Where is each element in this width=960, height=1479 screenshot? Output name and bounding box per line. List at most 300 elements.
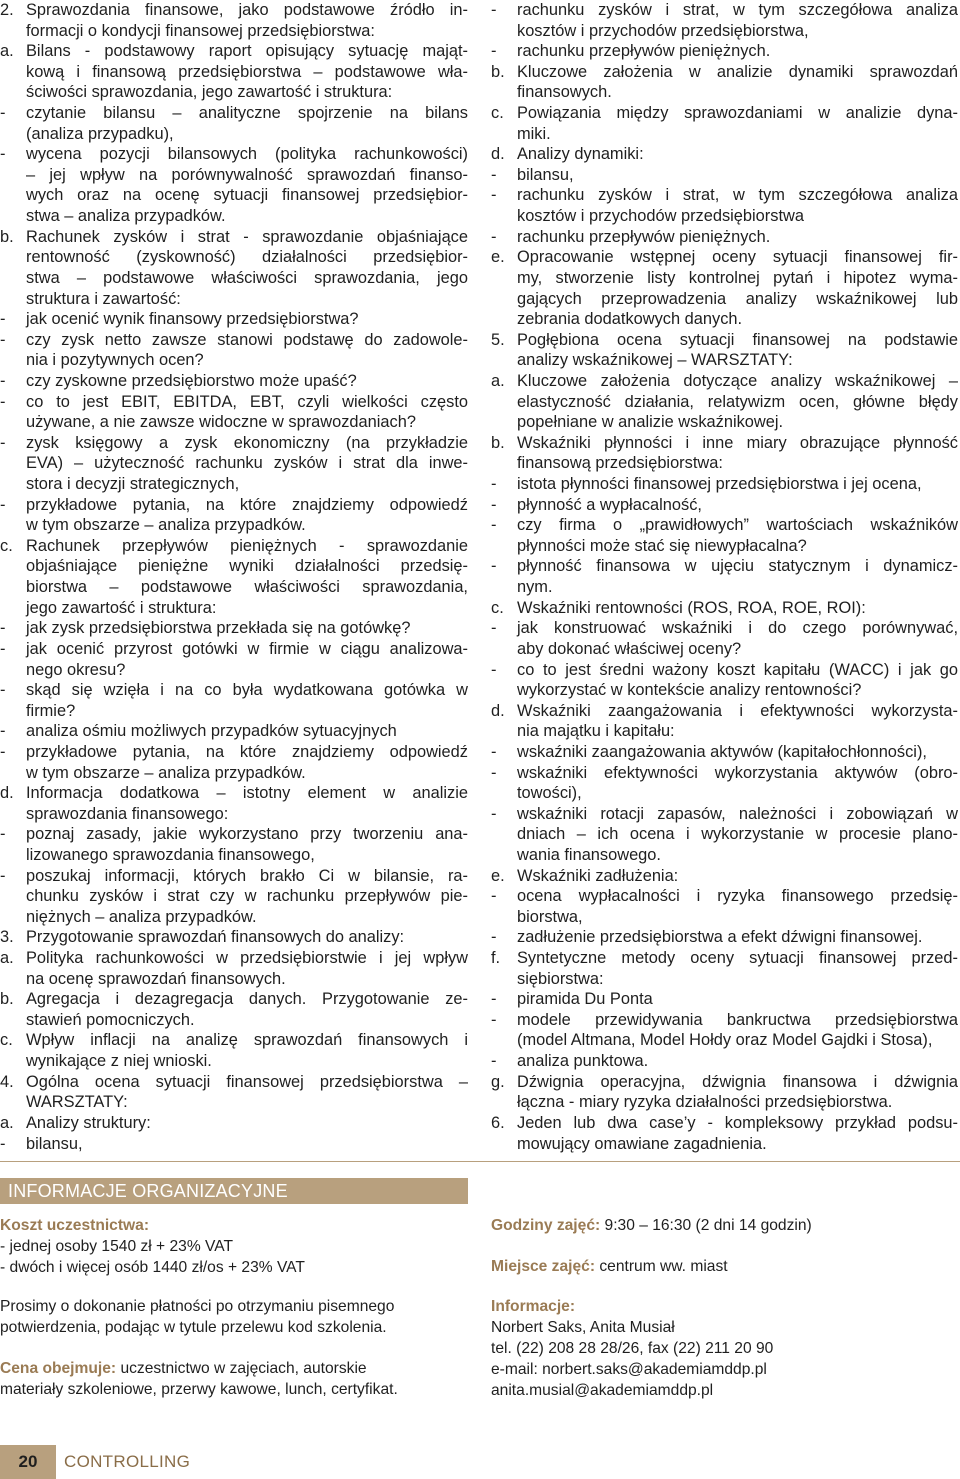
list-marker: - [0, 495, 6, 514]
line-text: istota płynności finansowej przedsiębiorstwa i jej ocena, [517, 475, 922, 494]
right-column-line [491, 124, 958, 145]
right-column-line [491, 907, 958, 928]
left-column-line [0, 62, 468, 83]
line-text: WARSZTATY: [26, 1093, 128, 1112]
line-text: wskaźniki rotacji zapasów, należności i zobowiązań w [517, 804, 958, 823]
list-marker: - [491, 619, 497, 638]
list-marker: - [0, 145, 6, 164]
line-text: rentowność (zyskowność) działalności przedsiębior- [26, 248, 468, 267]
line-text: nym. [517, 578, 553, 597]
line-text: wycena pozycji bilansowych (polityka rachunkowości) [26, 145, 468, 164]
list-marker [491, 1134, 517, 1155]
left-column-line [0, 247, 468, 268]
list-marker: - [491, 928, 497, 947]
list-marker [491, 124, 517, 145]
left-column-line [0, 845, 468, 866]
list-marker [491, 206, 517, 227]
right-column-line [491, 453, 958, 474]
list-marker [0, 350, 26, 371]
list-marker: - [0, 722, 6, 741]
list-marker [491, 1092, 517, 1113]
left-column-line [0, 639, 468, 660]
line-text: Agregacja i dezagregacja danych. Przygotowanie ze- [26, 990, 468, 1009]
line-text: EVA) – użyteczność rachunku zysków i strat dla inwe- [26, 454, 468, 473]
info-label: Informacje: [491, 1298, 576, 1315]
right-column-line [491, 763, 958, 784]
line-text: sprawozdania finansowego: [26, 804, 229, 823]
left-column-line [0, 495, 468, 516]
left-column-line [0, 1072, 468, 1093]
list-marker: - [491, 227, 497, 246]
line-text: rachunku zysków i strat, w tym szczegółowa analiza [517, 186, 958, 205]
list-marker: 4. [0, 1072, 14, 1091]
list-marker [491, 577, 517, 598]
list-marker: a. [0, 949, 14, 968]
line-text: nia majątku i kapitału: [517, 722, 675, 741]
left-column-line [0, 824, 468, 845]
left-column-line [0, 969, 468, 990]
line-text: – jej wpływ na porównywalność sprawozdań finanso- [26, 165, 468, 184]
left-column-line [0, 742, 468, 763]
left-column-line [0, 927, 468, 948]
right-column-line [491, 495, 958, 516]
left-column-line [0, 866, 468, 887]
line-text: (analiza przypadku), [26, 124, 174, 143]
line-text: biorstwa, [517, 907, 583, 926]
left-column-line [0, 948, 468, 969]
list-marker [0, 62, 26, 83]
list-marker [0, 886, 26, 907]
left-column-line [0, 701, 468, 722]
line-text: Wskaźniki zaangażowania i efektywności wykorzysta- [517, 701, 958, 720]
left-column-line [0, 680, 468, 701]
list-marker: b. [0, 227, 14, 246]
right-column-line [491, 660, 958, 681]
list-marker: - [0, 392, 6, 411]
line-text: bilansu, [517, 165, 574, 184]
includes-label: Cena obejmuje: [0, 1360, 117, 1377]
list-marker: - [0, 371, 6, 390]
list-marker: - [0, 639, 6, 658]
right-column-line [491, 804, 958, 825]
contact-block [491, 1296, 960, 1401]
right-column-line [491, 1030, 958, 1051]
left-column-line [0, 1051, 468, 1072]
line-text: stwa – analiza przypadków. [26, 207, 226, 226]
hours-label: Godziny zajęć: [491, 1217, 601, 1234]
line-text: stwa – podstawowe właściwości sprawozdania, jego [26, 268, 468, 287]
list-marker [0, 1051, 26, 1072]
payment-line: Prosimy o dokonanie płatności po otrzymaniu pisemnego [0, 1298, 395, 1315]
cost-line-single: - jednej osoby 1540 zł + 23% VAT [0, 1238, 234, 1255]
list-marker: - [0, 433, 6, 452]
contact-email[interactable]: anita.musial@akademiamddp.pl [491, 1382, 714, 1399]
left-column-line [0, 618, 468, 639]
left-column-line [0, 0, 468, 21]
list-marker [0, 1092, 26, 1113]
left-column-line [0, 1092, 468, 1113]
line-text: Bilans - podstawowy raport opisujący sytuację mająt- [26, 42, 468, 61]
list-marker [491, 1030, 517, 1051]
line-text: piramida Du Ponta [517, 990, 653, 1009]
line-text: Rachunek przepływów pieniężnych - sprawozdanie [26, 536, 468, 555]
list-marker [0, 515, 26, 536]
left-column-line [0, 289, 468, 310]
hours-value: 9:30 – 16:30 (2 dni 14 godzin) [600, 1217, 812, 1234]
list-marker [0, 701, 26, 722]
line-text: modele przewidywania bankructwa przedsiębiorstwa [517, 1010, 958, 1029]
list-marker: c. [491, 104, 504, 123]
line-text: Ogólna ocena sytuacji finansowej przedsiębiorstwa – [26, 1072, 468, 1091]
left-column-line [0, 1113, 468, 1134]
list-marker: - [0, 330, 6, 349]
line-text: Kluczowe założenia dotyczące analizy wskaźnikowej – [517, 371, 958, 390]
list-marker: b. [491, 433, 505, 452]
line-text: popełniane w analizie wskaźnikowej. [517, 413, 784, 432]
list-marker: d. [491, 145, 505, 164]
line-text: kosztów i przychodów przedsiębiorstwa [517, 207, 804, 226]
left-column-line [0, 660, 468, 681]
list-marker: b. [491, 62, 505, 81]
list-marker [0, 660, 26, 681]
line-text: jak konstruować wskaźniki i do czego porównywać, [517, 619, 958, 638]
right-column-line [491, 639, 958, 660]
list-marker [491, 82, 517, 103]
line-text: nego okresu? [26, 660, 126, 679]
contact-email[interactable]: e-mail: norbert.saks@akademiamddp.pl [491, 1361, 767, 1378]
left-column-line [0, 907, 468, 928]
line-text: Analizy struktury: [26, 1113, 151, 1132]
right-column-line [491, 969, 958, 990]
list-marker [0, 556, 26, 577]
org-section-header: INFORMACJE ORGANIZACYJNE [0, 1178, 468, 1204]
right-column-line [491, 1134, 958, 1155]
left-column-line [0, 1030, 468, 1051]
list-marker: e. [491, 866, 505, 885]
list-marker [0, 124, 26, 145]
right-column-line [491, 1072, 958, 1093]
right-column-line [491, 289, 958, 310]
list-marker [491, 907, 517, 928]
left-column [0, 0, 468, 1154]
list-marker: - [0, 825, 6, 844]
line-text: na ocenę sprawozdań finansowych. [26, 969, 286, 988]
left-column-line [0, 185, 468, 206]
right-column-line [491, 268, 958, 289]
list-marker [491, 639, 517, 660]
list-marker [0, 845, 26, 866]
list-marker: 2. [0, 1, 14, 19]
line-text: Kluczowe założenia w analizie dynamiki sprawozdań [517, 62, 958, 81]
left-column-line [0, 474, 468, 495]
line-text: wskaźniki zaangażowania aktywów (kapitałochłonności), [517, 742, 927, 761]
list-marker: - [0, 866, 6, 885]
right-column-line [491, 1051, 958, 1072]
list-marker: - [491, 990, 497, 1009]
line-text: analizy wskaźnikowej – WARSZTATY: [517, 351, 793, 370]
line-text: poszukaj informacji, których brakło Ci w bilansie, ra- [26, 866, 468, 885]
left-column-line [0, 536, 468, 557]
list-marker [0, 185, 26, 206]
line-text: czy zyskowne przedsiębiorstwo może upaść? [26, 371, 357, 390]
list-marker: - [491, 1052, 497, 1071]
left-column-line [0, 556, 468, 577]
line-text: chunku zysków i strat czy w rachunku przepływów pie- [26, 887, 468, 906]
section-divider [0, 1161, 960, 1162]
line-text: płynność a wypłacalność, [517, 495, 702, 514]
list-marker: - [491, 887, 497, 906]
line-text: wynikające z niej wnioski. [26, 1052, 212, 1071]
contact-phone: tel. (22) 208 28 28/26, fax (22) 211 20 90 [491, 1340, 774, 1357]
list-marker: - [0, 1134, 6, 1153]
left-column-line [0, 103, 468, 124]
list-marker [0, 804, 26, 825]
right-column-line [491, 556, 958, 577]
list-marker: - [491, 42, 497, 61]
line-text: elastyczność działania, relatywizm ocen, główne błędy [517, 392, 958, 411]
left-column-line [0, 804, 468, 825]
right-column [491, 0, 958, 1154]
list-marker [491, 309, 517, 330]
list-marker [0, 969, 26, 990]
left-column-line [0, 330, 468, 351]
right-column-line [491, 474, 958, 495]
list-marker: - [0, 681, 6, 700]
left-column-line [0, 21, 468, 42]
line-text: co to jest EBIT, EBITDA, EBT, czyli wielkości często [26, 392, 468, 411]
right-column-line [491, 1113, 958, 1134]
right-column-line [491, 21, 958, 42]
line-text: wykorzystać w kontekście analizy rentowności? [517, 681, 862, 700]
left-column-line [0, 433, 468, 454]
line-text: ocena wypłacalności i ryzyka finansowego przedsię- [517, 887, 958, 906]
list-marker [491, 783, 517, 804]
line-text: stora i decyzji strategicznych, [26, 475, 240, 494]
left-column-line [0, 1010, 468, 1031]
line-text: poznaj zasady, jakie wykorzystano przy tworzeniu ana- [26, 825, 468, 844]
line-text: jego zawartość i struktura: [26, 598, 217, 617]
line-text: Polityka rachunkowości w przedsiębiorstwie i jej wpływ [26, 949, 468, 968]
line-text: rachunku przepływów pieniężnych. [517, 227, 771, 246]
list-marker: c. [491, 598, 504, 617]
left-column-line [0, 206, 468, 227]
list-marker [491, 268, 517, 289]
line-text: finansowych. [517, 83, 612, 102]
line-text: biorstwa – podstawowe właściwości sprawozdania, [26, 578, 468, 597]
right-column-line [491, 927, 958, 948]
line-text: czy zysk netto zawsze stanowi podstawę do zadowole- [26, 330, 468, 349]
left-column-line [0, 721, 468, 742]
list-marker [0, 763, 26, 784]
line-text: analiza punktowa. [517, 1052, 649, 1071]
left-column-line [0, 783, 468, 804]
line-text: jak zysk przedsiębiorstwa przekłada się na gotówkę? [26, 619, 411, 638]
right-column-line [491, 1010, 958, 1031]
line-text: Opracowanie wstępnej oceny sytuacji finansowej fir- [517, 248, 958, 267]
right-column-line [491, 680, 958, 701]
payment-block [0, 1296, 470, 1338]
list-marker [491, 289, 517, 310]
left-column-line [0, 309, 468, 330]
line-text: Pogłębiona ocena sytuacji finansowej na podstawie [517, 330, 958, 349]
left-column-line [0, 886, 468, 907]
right-column-line [491, 824, 958, 845]
line-text: gających przeprowadzenia analizy wskaźnikowej lub [517, 289, 958, 308]
list-marker: - [491, 763, 497, 782]
list-marker [0, 82, 26, 103]
line-text: przykładowe pytania, na które znajdziemy odpowiedź [26, 742, 468, 761]
right-column-line [491, 845, 958, 866]
line-text: struktura i zawartość: [26, 289, 181, 308]
line-text: (model Altmana, Model Hołdy oraz Model Gajdki i Stosa), [517, 1031, 933, 1050]
cost-block [0, 1215, 470, 1278]
includes-text: materiały szkoleniowe, przerwy kawowe, lunch, certyfikat. [0, 1381, 398, 1398]
left-column-line [0, 82, 468, 103]
list-marker: - [491, 165, 497, 184]
list-marker: c. [0, 1031, 13, 1050]
right-column-line [491, 309, 958, 330]
list-marker [0, 247, 26, 268]
list-marker [0, 453, 26, 474]
right-column-line [491, 536, 958, 557]
list-marker [0, 474, 26, 495]
right-column-line [491, 185, 958, 206]
line-text: analiza ośmiu możliwych przypadków sytuacyjnych [26, 722, 397, 741]
right-column-line [491, 392, 958, 413]
line-text: dniach – ich ocena i wykorzystanie w procesie plano- [517, 825, 958, 844]
line-text: używane, a nie zawsze widoczne w sprawozdaniach? [26, 413, 416, 432]
right-column-line [491, 144, 958, 165]
line-text: Dźwignia operacyjna, dźwignia finansowa i dźwignia [517, 1072, 958, 1091]
section-name: CONTROLLING [64, 1452, 191, 1471]
line-text: Syntetyczne metody oceny sytuacji finansowej przed- [517, 949, 958, 968]
list-marker [0, 412, 26, 433]
list-marker [491, 969, 517, 990]
page-number: 20 [0, 1445, 56, 1479]
line-text: kosztów i przychodów przedsiębiorstwa, [517, 21, 809, 40]
left-column-line [0, 1134, 468, 1155]
list-marker [0, 206, 26, 227]
line-text: wania finansowego. [517, 845, 661, 864]
line-text: czy firma o „prawidłowych” wartościach wskaźników [517, 516, 958, 535]
right-column-line [491, 701, 958, 722]
right-column-line [491, 103, 958, 124]
cost-label: Koszt uczestnictwa: [0, 1217, 150, 1234]
left-column-line [0, 165, 468, 186]
list-marker: c. [0, 536, 13, 555]
list-marker [0, 1010, 26, 1031]
place-label: Miejsce zajęć: [491, 1258, 596, 1275]
right-column-line [491, 433, 958, 454]
line-text: towości), [517, 784, 582, 803]
line-text: jak ocenić wynik finansowy przedsiębiorstwa? [26, 310, 359, 329]
line-text: Wskaźniki płynności i inne miary obrazujące płynność [517, 433, 958, 452]
contact-names: Norbert Saks, Anita Musiał [491, 1319, 675, 1336]
cost-line-group: - dwóch i więcej osób 1440 zł/os + 23% VAT [0, 1259, 305, 1276]
list-marker [0, 289, 26, 310]
list-marker: d. [491, 701, 505, 720]
list-marker: - [491, 475, 497, 494]
right-column-line [491, 989, 958, 1010]
right-column-line [491, 721, 958, 742]
line-text: w tym obszarze – analiza przypadków. [26, 516, 306, 535]
includes-text: uczestnictwo w zajęciach, autorskie [116, 1360, 367, 1377]
right-column-line [491, 948, 958, 969]
line-text: stawień pomocniczych. [26, 1010, 195, 1029]
line-text: Sprawozdania finansowe, jako podstawowe źródło in- [26, 1, 468, 19]
list-marker [0, 268, 26, 289]
list-marker [491, 453, 517, 474]
line-text: objaśniające pieniężne wyniki działalności przedsię- [26, 557, 468, 576]
right-column-line [491, 598, 958, 619]
line-text: Jeden lub dwa case’y - kompleksowy przykład podsu- [517, 1113, 958, 1132]
list-marker: - [491, 557, 497, 576]
line-text: my, stworzenie listy kontrolnej pytań i hipotez wyma- [517, 268, 958, 287]
hours-block [491, 1215, 960, 1236]
right-column-line [491, 618, 958, 639]
list-marker: - [491, 742, 497, 761]
right-column-line [491, 330, 958, 351]
line-text: płynność finansowa w ujęciu statycznym i dynamicz- [517, 557, 958, 576]
list-marker [0, 598, 26, 619]
line-text: łączna - miary ryzyka działalności przedsiębiorstwa. [517, 1093, 893, 1112]
left-column-line [0, 515, 468, 536]
line-text: zysk księgowy a zysk ekonomiczny (na przykładzie [26, 433, 468, 452]
line-text: Wskaźniki zadłużenia: [517, 866, 679, 885]
right-column-line [491, 371, 958, 392]
right-column-line [491, 227, 958, 248]
right-column-line [491, 41, 958, 62]
list-marker [491, 536, 517, 557]
includes-block [0, 1358, 470, 1400]
left-column-line [0, 350, 468, 371]
list-marker: - [0, 310, 6, 329]
list-marker: d. [0, 784, 14, 803]
list-marker [491, 21, 517, 42]
line-text: finansową przedsiębiorstwa: [517, 454, 723, 473]
line-text: wych oraz na ocenę sytuacji finansowej przedsiębior- [26, 186, 468, 205]
place-value: centrum ww. miast [595, 1258, 728, 1275]
line-text: mowujący omawiane zagadnienia. [517, 1134, 767, 1153]
list-marker: e. [491, 248, 505, 267]
line-text: aby dokonać właściwej oceny? [517, 639, 742, 658]
left-column-line [0, 989, 468, 1010]
list-marker [491, 721, 517, 742]
line-text: nia i pozytywnych ocen? [26, 351, 204, 370]
list-marker: g. [491, 1072, 505, 1091]
line-text: co to jest średni ważony koszt kapitału (WACC) i jak go [517, 660, 958, 679]
line-text: siębiorstwa: [517, 969, 604, 988]
line-text: ściwości sprawozdania, jego zawartość i struktura: [26, 83, 393, 102]
line-text: Wskaźniki rentowności (ROS, ROA, ROE, ROI): [517, 598, 866, 617]
payment-line: potwierdzenia, podając w tytule przelewu kod szkolenia. [0, 1319, 387, 1336]
line-text: rachunku zysków i strat, w tym szczegółowa analiza [517, 1, 958, 19]
list-marker: f. [491, 949, 501, 968]
right-column-line [491, 350, 958, 371]
line-text: Rachunek zysków i strat - sprawozdanie objaśniające [26, 227, 468, 246]
line-text: lizowanego sprawozdania finansowego, [26, 845, 315, 864]
list-marker: - [491, 660, 497, 679]
line-text: Powiązania między sprawozdaniami w analizie dyna- [517, 104, 958, 123]
list-marker: - [491, 516, 497, 535]
line-text: skąd się wzięła i na co była wydatkowana gotówka w [26, 681, 468, 700]
list-marker: a. [0, 42, 14, 61]
right-column-line [491, 412, 958, 433]
right-column-line [491, 866, 958, 887]
list-marker [0, 907, 26, 928]
line-text: przykładowe pytania, na które znajdziemy odpowiedź [26, 495, 468, 514]
right-column-line [491, 886, 958, 907]
